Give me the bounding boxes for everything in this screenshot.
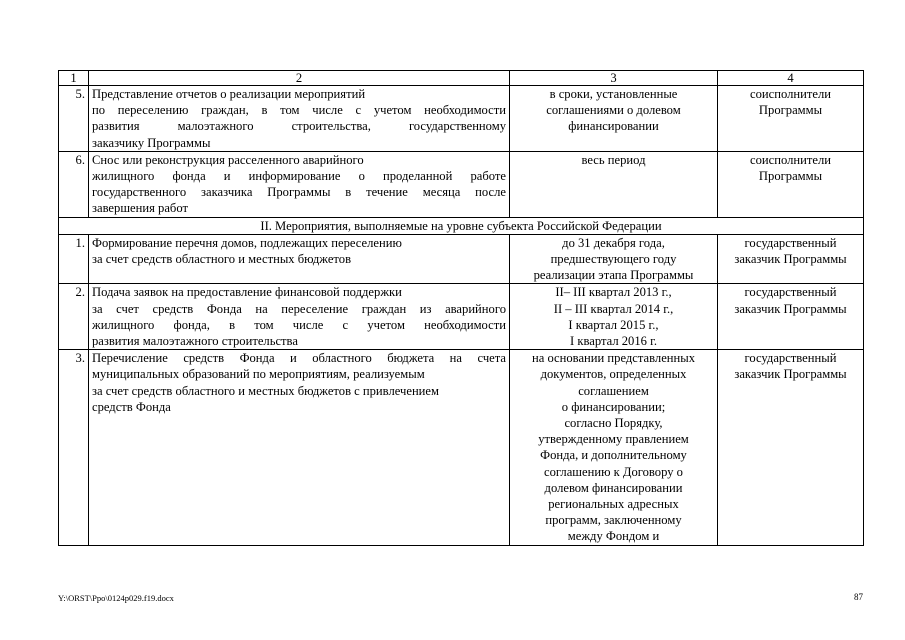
term-line: реализации этапа Программы bbox=[533, 268, 694, 283]
description-line: за счет средств областного и местных бюджетов bbox=[92, 252, 352, 267]
term-line: программ, заключенному bbox=[545, 513, 682, 528]
section-row bbox=[59, 217, 864, 234]
term-line: весь период bbox=[581, 152, 646, 167]
executor-line: государственный bbox=[744, 351, 837, 366]
term-line: II – III квартал 2014 г., bbox=[553, 301, 674, 316]
description-line: государственного заказчика Программы в течение месяца после bbox=[92, 185, 506, 200]
term-line: финансировании bbox=[568, 119, 659, 134]
description-line: Подача заявок на предоставление финансовой поддержки bbox=[92, 285, 402, 300]
term-line: предшествующего году bbox=[550, 252, 677, 267]
term-line: II– III квартал 2013 г., bbox=[555, 285, 672, 300]
row-number: 5. bbox=[59, 86, 89, 152]
measure-description bbox=[89, 151, 510, 217]
term-line: I квартал 2016 г. bbox=[570, 334, 657, 349]
term-line: Фонда, и дополнительному bbox=[540, 448, 687, 463]
term-line: утвержденному правлением bbox=[538, 432, 689, 447]
executor-cell bbox=[718, 284, 864, 350]
header-cell-4: 4 bbox=[718, 71, 864, 86]
term-line: региональных адресных bbox=[548, 497, 679, 512]
term-cell bbox=[510, 350, 718, 545]
executor-cell bbox=[718, 86, 864, 152]
term-line: о финансировании; bbox=[561, 399, 666, 414]
footer-file-path: Y:\ORST\Ppo\0124p029.f19.docx bbox=[58, 593, 174, 603]
measure-description bbox=[89, 86, 510, 152]
term-cell bbox=[510, 151, 718, 217]
executor-line: Программы bbox=[758, 103, 823, 118]
term-line: до 31 декабря года, bbox=[562, 235, 665, 250]
executor-cell bbox=[718, 234, 864, 284]
description-line: Представление отчетов о реализации мероприятий bbox=[92, 87, 366, 101]
description-line: заказчику Программы bbox=[92, 135, 211, 150]
measure-description bbox=[89, 350, 510, 545]
measure-description bbox=[89, 284, 510, 350]
term-line: между Фондом и bbox=[567, 529, 660, 544]
term-line: соглашением bbox=[578, 383, 649, 398]
term-line: на основании представленных bbox=[531, 351, 696, 366]
executor-line: государственный bbox=[744, 235, 837, 250]
measure-description bbox=[89, 234, 510, 284]
header-cell-2: 2 bbox=[89, 71, 510, 86]
description-line: Снос или реконструкция расселенного аварийного bbox=[92, 152, 364, 167]
table-row bbox=[59, 284, 864, 350]
row-number: 3. bbox=[59, 350, 89, 545]
description-line: развития малоэтажного строительства, государственному bbox=[92, 119, 506, 134]
description-line: жилищного фонда, в том числе с учетом необходимости bbox=[92, 317, 506, 332]
executor-line: заказчик Программы bbox=[734, 367, 847, 382]
measures-table bbox=[58, 70, 864, 546]
term-line: документов, определенных bbox=[540, 367, 687, 382]
term-line: в сроки, установленные bbox=[549, 87, 678, 101]
description-line: за счет средств Фонда на переселение граждан из аварийного bbox=[92, 301, 506, 316]
description-line: развития малоэтажного строительства bbox=[92, 334, 298, 349]
executor-line: Программы bbox=[758, 169, 823, 184]
executor-line: соисполнители bbox=[750, 87, 831, 101]
description-line: средств Фонда bbox=[92, 399, 171, 414]
row-number: 6. bbox=[59, 151, 89, 217]
term-line: соглашениями о долевом bbox=[546, 103, 681, 118]
description-line: за счет средств областного и местных бюджетов с привлечением bbox=[92, 383, 439, 398]
term-line: согласно Порядку, bbox=[564, 416, 663, 431]
executor-cell bbox=[718, 151, 864, 217]
row-number: 2. bbox=[59, 284, 89, 350]
description-line: жилищного фонда и информирование о проделанной работе bbox=[92, 169, 506, 184]
table-row bbox=[59, 151, 864, 217]
description-line: Формирование перечня домов, подлежащих переселению bbox=[92, 235, 402, 250]
header-cell-1: 1 bbox=[59, 71, 89, 86]
term-line: долевом финансировании bbox=[544, 480, 683, 495]
header-cell-3: 3 bbox=[510, 71, 718, 86]
term-cell bbox=[510, 284, 718, 350]
row-number: 1. bbox=[59, 234, 89, 284]
term-line: соглашению к Договору о bbox=[544, 464, 683, 479]
table-row bbox=[59, 234, 864, 284]
executor-line: государственный bbox=[744, 285, 837, 300]
term-line: I квартал 2015 г., bbox=[568, 317, 659, 332]
footer-page-number: 87 bbox=[854, 592, 863, 602]
executor-line: заказчик Программы bbox=[734, 301, 847, 316]
table-row bbox=[59, 350, 864, 545]
description-line: завершения работ bbox=[92, 201, 188, 216]
term-cell bbox=[510, 234, 718, 284]
table-row bbox=[59, 86, 864, 152]
term-cell bbox=[510, 86, 718, 152]
description-line: по переселению граждан, в том числе с учетом необходимости bbox=[92, 103, 506, 118]
description-line: Перечисление средств Фонда и областного бюджета на счета bbox=[92, 351, 506, 366]
header-row bbox=[59, 71, 864, 86]
section-title: II. Мероприятия, выполняемые на уровне субъекта Российской Федерации bbox=[59, 217, 864, 234]
executor-line: заказчик Программы bbox=[734, 252, 847, 267]
executor-line: соисполнители bbox=[750, 152, 831, 167]
description-line: муниципальных образований по мероприятиям, реализуемым bbox=[92, 367, 425, 382]
executor-cell bbox=[718, 350, 864, 545]
